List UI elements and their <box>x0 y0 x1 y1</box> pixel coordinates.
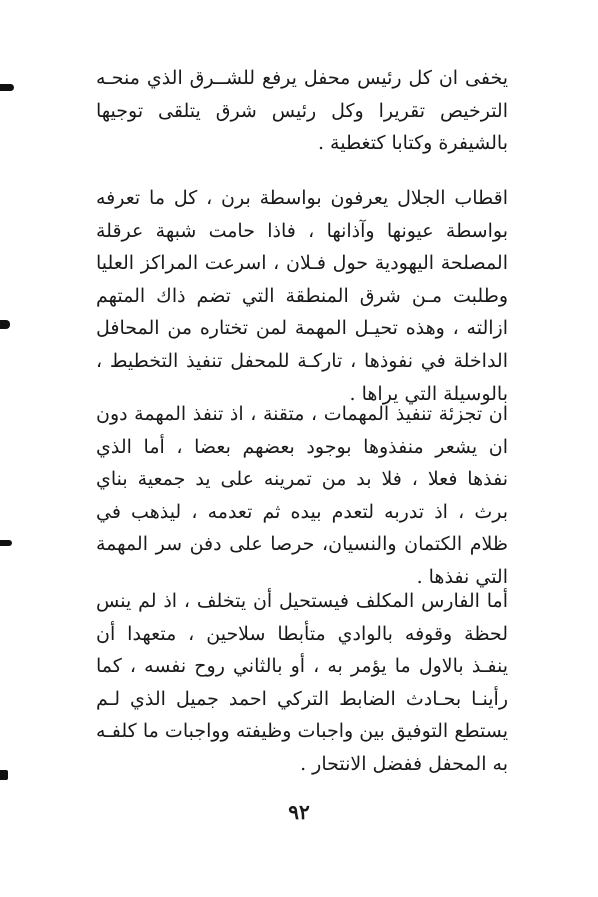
paragraph-4 <box>96 585 508 781</box>
paragraph-1 <box>96 62 508 160</box>
scan-edge-mark <box>0 84 14 91</box>
paragraph-text: اقطاب الجلال يعرفون بواسطة برن ، كل ما تعرفه بواسطة عيونها وآذانها ، فاذا حامت شبهة عرقلة المصلحة اليهودية حول فـلان ، اسرعت المراكز العليا وطلبت مـن شرق المنطقة التي تضم ذاك المتهم ازالته ، وهذه تحيـل المهمة لمن تختاره من المحافل الداخلة في نفوذها ، تاركـة للمحفل تنفيذ التخطيط ، بالوسيلة التي يراها . <box>96 187 508 405</box>
paragraph-2 <box>96 182 508 410</box>
paragraph-text: يخفى ان كل رئيس محفل يرفع للشــرق الذي منحـه الترخيص تقريرا وكل رئيس شرق يتلقى توجيها بالشيفرة وكتابا كتغطية . <box>96 67 508 155</box>
scan-edge-mark <box>0 770 8 780</box>
page-number: ٩٢ <box>288 800 310 824</box>
paragraph-text: أما الفارس المكلف فيستحيل أن يتخلف ، اذ لم ينس لحظة وقوفه بالوادي متأبطا سلاحين ، متعهدا أن ينفـذ بالاول ما يؤمر به ، أو بالثاني روح نفسه ، كما رأينـا بحـادث الضابط التركي احمد جميل الذي لـم يستطع التوفيق بين واجبات وظيفته وواجبات ما كلفـه به المحفل ففضل الانتحار . <box>96 590 508 775</box>
paragraph-text: ان تجزئة تنفيذ المهمات ، متقنة ، اذ تنفذ المهمة دون ان يشعر منفذوها بوجود بعضهم بعضا ، أما الذي نفذها فعلا ، فلا بد من تمرينه على يد جمعية بناي برث ، اذ تدربه لتعدم بيده ثم تعدمه ، ليذهب في ظلام الكتمان والنسيان، حرصا على دفن سر المهمة التي نفذها . <box>96 403 508 588</box>
scan-edge-mark <box>0 540 12 546</box>
paragraph-3 <box>96 398 508 594</box>
scan-edge-mark <box>0 320 10 329</box>
